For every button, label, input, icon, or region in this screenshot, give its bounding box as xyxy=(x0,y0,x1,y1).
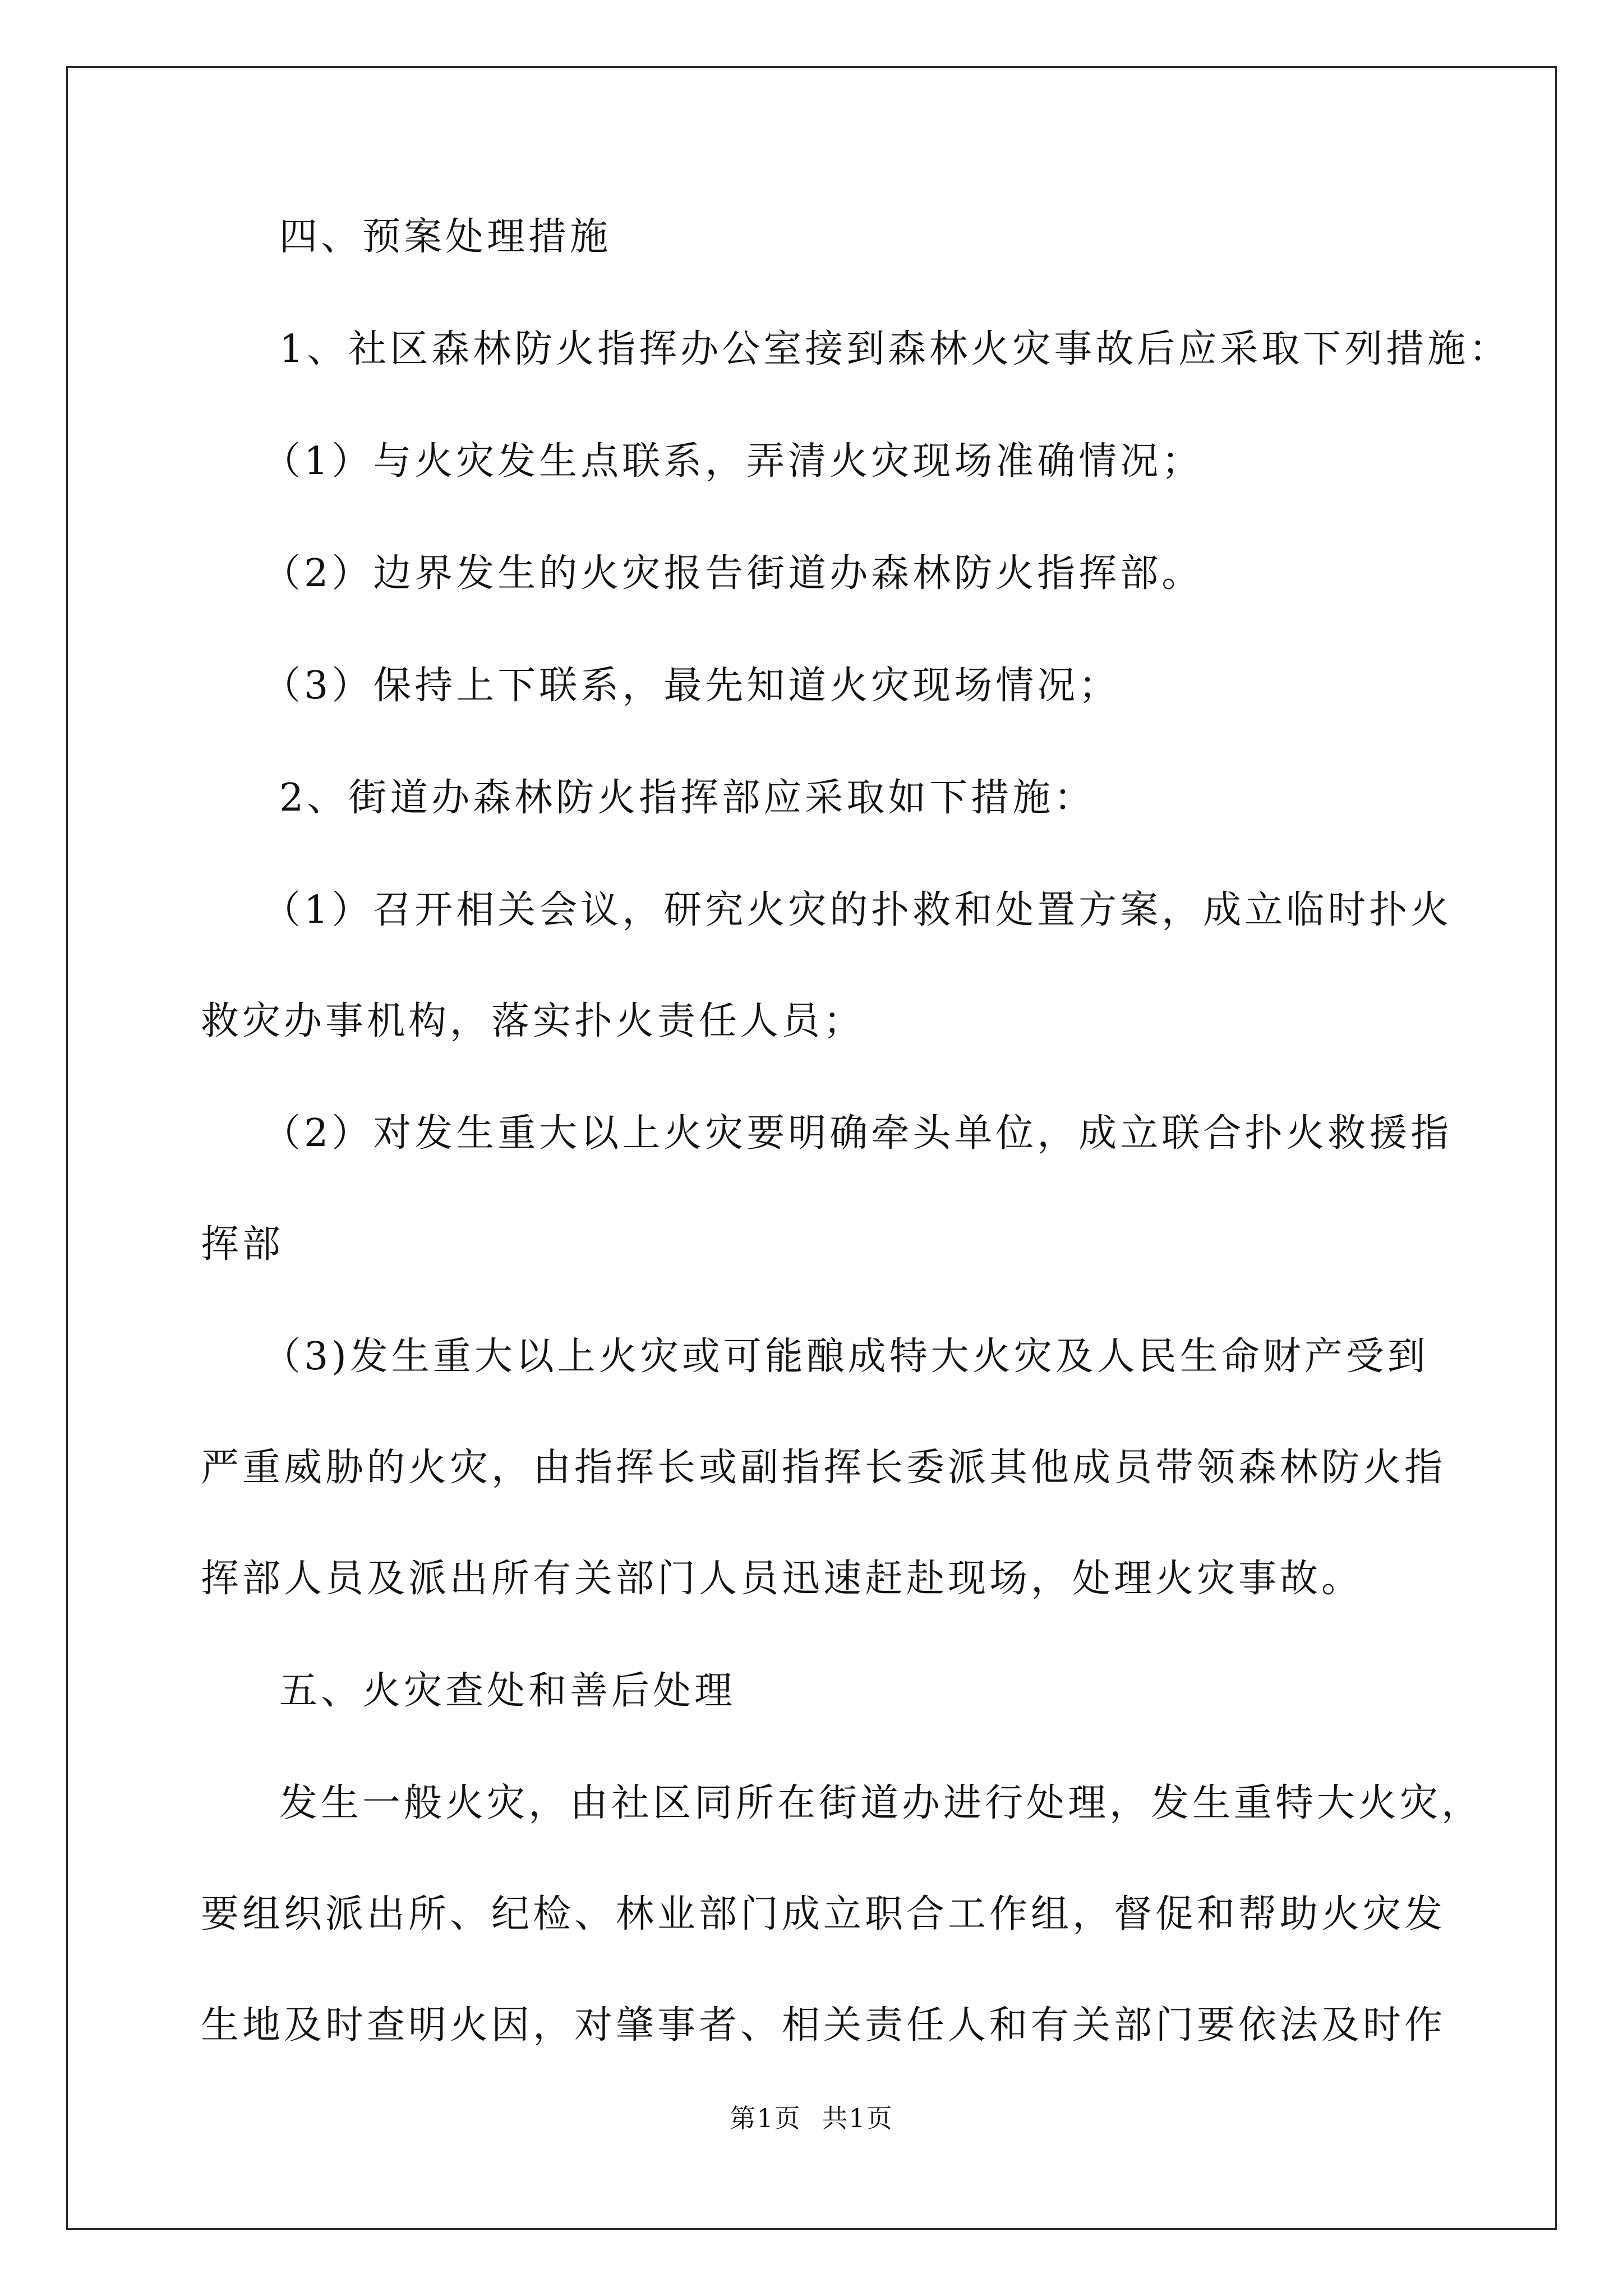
paragraph-line: 2、街道办森林防火指挥部应采取如下措施： xyxy=(279,776,1096,820)
paragraph-line: 严重威胁的火灾，由指挥长或副指挥长委派其他成员带领森林防火指 xyxy=(201,1446,1446,1490)
paragraph-line: 挥部 xyxy=(201,1222,284,1267)
paragraph-line: （3）保持上下联系，最先知道火灾现场情况； xyxy=(262,664,1121,708)
paragraph-line: 救灾办事机构，落实扑火责任人员； xyxy=(201,999,865,1043)
paragraph-line: 1、社区森林防火指挥办公室接到森林火灾事故后应采取下列措施： xyxy=(279,327,1511,371)
paragraph-line: （1）与火灾发生点联系，弄清火灾现场准确情况； xyxy=(262,439,1204,484)
page-number: 第1页 xyxy=(730,2103,801,2133)
paragraph-line: 发生一般火灾，由社区同所在街道办进行处理，发生重特大火灾， xyxy=(279,1781,1483,1825)
document-body xyxy=(201,213,1511,2050)
paragraph-line: （2）对发生重大以上火灾要明确牵头单位，成立联合扑火救援指 xyxy=(262,1111,1453,1156)
paragraph-line: 要组织派出所、纪检、林业部门成立职合工作组，督促和帮助火灾发 xyxy=(201,1892,1446,1936)
page-footer xyxy=(0,2102,1623,2134)
page-total: 共1页 xyxy=(822,2103,893,2133)
paragraph-line: 挥部人员及派出所有关部门人员迅速赶赴现场，处理火灾事故。 xyxy=(201,1557,1363,1601)
paragraph-line: 生地及时查明火因，对肇事者、相关责任人和有关部门要依法及时作 xyxy=(201,2003,1446,2047)
section-heading-5: 五、火灾查处和善后处理 xyxy=(279,1669,736,1713)
paragraph-line: （1）召开相关会议，研究火灾的扑救和处置方案，成立临时扑火 xyxy=(262,888,1453,932)
paragraph-line: （3)发生重大以上火灾或可能酿成特大火灾及人民生命财产受到 xyxy=(262,1335,1429,1379)
section-heading-4: 四、预案处理措施 xyxy=(279,215,612,259)
paragraph-line: （2）边界发生的火灾报告街道办森林防火指挥部。 xyxy=(262,551,1204,596)
